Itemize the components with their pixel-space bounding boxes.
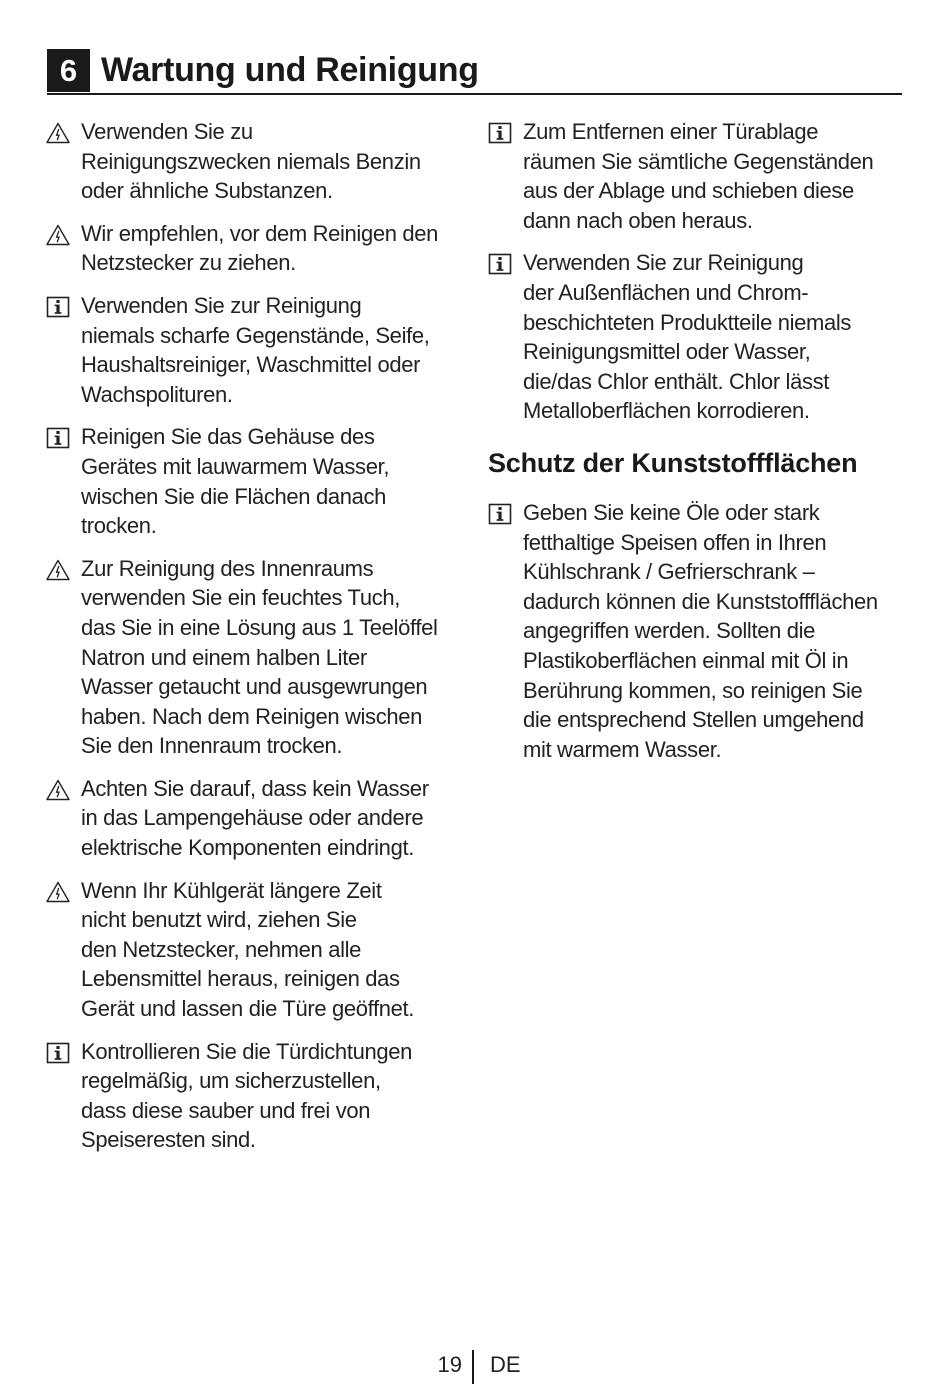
section-title: Wartung und Reinigung xyxy=(101,51,479,89)
info-icon xyxy=(488,253,512,275)
left-column xyxy=(46,117,466,1168)
instruction-item xyxy=(488,117,908,235)
left-item-list xyxy=(46,117,466,1155)
instruction-item xyxy=(46,1037,466,1155)
instruction-text: Verwenden Sie zu Reinigungszwecken niemals Benzin oder ähnliche Substanzen. xyxy=(81,119,421,204)
instruction-item xyxy=(46,117,466,206)
instruction-item xyxy=(488,248,908,426)
instruction-text: Wenn Ihr Kühlgerät längere Zeit nicht benutzt wird, ziehen Sie den Netzstecker, nehmen alle Lebensmittel heraus, reinigen das Gerät und lassen die Türe geöffnet. xyxy=(81,877,415,1022)
info-icon xyxy=(46,427,70,449)
warning-icon xyxy=(46,224,70,246)
instruction-text: Achten Sie darauf, dass kein Wasser in das Lampengehäuse oder andere elektrische Komponenten eindringt. xyxy=(81,775,429,861)
right-item-list xyxy=(488,117,908,426)
language-code: DE xyxy=(490,1352,521,1377)
instruction-item xyxy=(46,554,466,761)
instruction-text: Zum Entfernen einer Türablage räumen Sie sämtliche Gegenständen aus der Ablage und schieben diese dann nach oben heraus. xyxy=(523,119,874,233)
instruction-text: Wir empfehlen, vor dem Reinigen den Netzstecker zu ziehen. xyxy=(81,220,439,276)
info-icon xyxy=(46,296,70,318)
section-number: 6 xyxy=(47,49,90,92)
instruction-item xyxy=(488,498,908,764)
warning-icon xyxy=(46,122,70,144)
instruction-item xyxy=(46,422,466,540)
warning-icon xyxy=(46,559,70,581)
footer-divider xyxy=(472,1350,474,1384)
subsection-title: Schutz der Kunststoffflächen xyxy=(488,447,858,478)
instruction-item xyxy=(46,876,466,1024)
page-number: 19 xyxy=(437,1352,462,1377)
warning-icon xyxy=(46,779,70,801)
warning-icon xyxy=(46,881,70,903)
instruction-text: Verwenden Sie zur Reinigung der Außenflächen und Chrom- beschichteten Produktteile niemals Reinigungsmittel oder Wasser, die/das Chlor enthält. Chlor lässt Metalloberflächen korrodieren. xyxy=(523,250,852,424)
instruction-text: Verwenden Sie zur Reinigung niemals scharfe Gegenstände, Seife, Haushaltsreiniger, Waschmittel oder Wachspolituren. xyxy=(81,292,430,407)
instruction-text: Kontrollieren Sie die Türdichtungen regelmäßig, um sicherzustellen, dass diese sauber und frei von Speiseresten sind. xyxy=(81,1038,413,1153)
info-icon xyxy=(488,122,512,144)
instruction-item xyxy=(46,774,466,863)
section-header xyxy=(47,49,902,95)
instruction-text: Geben Sie keine Öle oder stark fetthaltige Speisen offen in Ihren Kühlschrank / Gefrierschrank – dadurch können die Kunststoffflächen angegriffen werden. Sollten die Plastikoberflächen einmal mit Öl in Berührung kommen, so reinigen Sie die entsprechend Stellen umgehend mit warmem Wasser. xyxy=(523,499,878,762)
subsection-item-list xyxy=(488,498,908,764)
instruction-item xyxy=(46,291,466,409)
info-icon xyxy=(488,503,512,525)
instruction-text: Zur Reinigung des Innenraums verwenden Sie ein feuchtes Tuch, das Sie in eine Lösung aus 1 Teelöffel Natron und einem halben Liter Wasser getaucht und ausgewrungen haben. Nach dem Reinigen wischen Sie den Innenraum trocken. xyxy=(81,555,438,759)
instruction-text: Reinigen Sie das Gehäuse des Gerätes mit lauwarmem Wasser, wischen Sie die Flächen danach trocken. xyxy=(81,424,390,539)
page-footer xyxy=(0,1350,950,1384)
right-column xyxy=(488,117,908,777)
info-icon xyxy=(46,1042,70,1064)
instruction-item xyxy=(46,219,466,278)
